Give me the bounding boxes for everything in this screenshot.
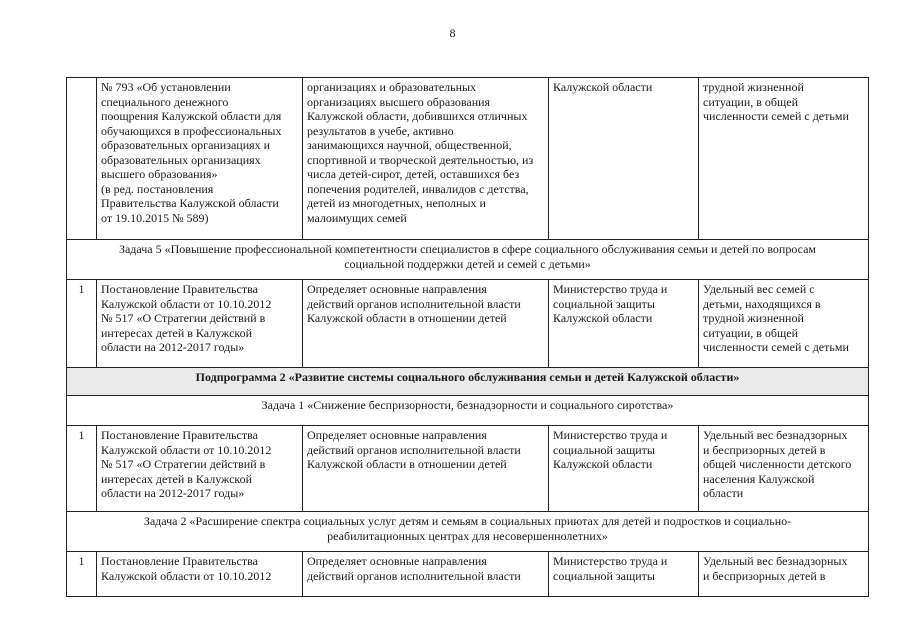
text-line: общей численности детского xyxy=(703,457,852,471)
text-line: Калужской области от 10.10.2012 xyxy=(101,296,272,311)
text-line: Министерство труда и xyxy=(553,554,668,568)
task-heading xyxy=(67,240,869,280)
text-line: Министерство труда и xyxy=(553,282,668,296)
row-number-cell: 1 xyxy=(67,426,97,512)
document-cell xyxy=(97,426,303,512)
text-line: организациях и образовательных xyxy=(307,80,477,94)
text-line: Задача 2 «Расширение спектра социальных услуг детям и семьям в социальных приютах для детей и подростков и социально- xyxy=(143,514,792,528)
text-line: Задача 1 «Снижение беспризорности, безнадзорности и социального сиротства» xyxy=(261,398,674,412)
text-line: действий органов исполнительной власти xyxy=(307,296,521,311)
text-line: образовательных организациях и xyxy=(101,138,271,152)
text-line: Министерство труда и xyxy=(553,428,668,442)
text-line: действий органов исполнительной власти xyxy=(307,568,521,583)
text-line: социальной поддержки детей и семей с детьми» xyxy=(344,256,591,271)
text-line: образовательных организациях xyxy=(101,152,261,167)
text-line: специального денежного xyxy=(101,94,229,109)
text-line: Калужской области, добившихся отличных xyxy=(307,109,528,123)
text-line: численности семей с детьми xyxy=(703,109,849,123)
text-line: Задача 5 «Повышение профессиональной компетентности специалистов в сфере социального обслуживания семьи и детей по вопросам xyxy=(118,242,817,256)
indicator-cell xyxy=(699,426,869,512)
text-line: поощрения Калужской области для xyxy=(101,109,282,123)
task-row xyxy=(67,240,869,280)
indicator-cell xyxy=(699,280,869,368)
text-line: социальной защиты xyxy=(553,568,655,583)
executor-cell xyxy=(549,552,699,597)
table-row xyxy=(67,552,869,597)
text-line: Калужской области от 10.10.2012 xyxy=(101,568,272,583)
row-number-cell: 1 xyxy=(67,280,97,368)
text-line: Калужской области от 10.10.2012 xyxy=(101,442,272,457)
text-line: от 19.10.2015 № 589) xyxy=(101,210,209,225)
description-cell xyxy=(303,78,549,240)
text-line: (в ред. постановления xyxy=(101,181,214,196)
indicator-cell xyxy=(699,78,869,240)
task-row xyxy=(67,396,869,426)
indicator-cell xyxy=(699,552,869,597)
text-line: реабилитационных центрах для несовершеннолетних» xyxy=(327,528,608,543)
text-line: Постановление Правительства xyxy=(101,428,258,442)
text-line: занимающихся научной, общественной, xyxy=(307,138,512,152)
executor-cell xyxy=(549,78,699,240)
executor-cell xyxy=(549,280,699,368)
text-line: Постановление Правительства xyxy=(101,282,258,296)
text-line: Калужской области xyxy=(553,80,653,94)
text-line: результатов в учебе, активно xyxy=(307,123,454,138)
text-line: ситуации, в общей xyxy=(703,94,799,109)
text-line: Постановление Правительства xyxy=(101,554,258,568)
document-cell xyxy=(97,552,303,597)
task-row xyxy=(67,512,869,552)
text-line: Определяет основные направления xyxy=(307,554,487,568)
text-line: организациях высшего образования xyxy=(307,94,491,109)
text-line: ситуации, в общей xyxy=(703,325,799,340)
table-row xyxy=(67,426,869,512)
text-line: населения Калужской xyxy=(703,471,815,486)
task-heading xyxy=(67,512,869,552)
text-line: области xyxy=(703,486,744,500)
document-cell xyxy=(97,78,303,240)
text-line: и беспризорных детей в xyxy=(703,568,826,583)
text-line: и беспризорных детей в xyxy=(703,442,826,457)
text-line: Правительства Калужской области xyxy=(101,196,279,210)
text-line: обучающихся в профессиональных xyxy=(101,123,282,138)
text-line: числа детей-сирот, детей, оставшихся без xyxy=(307,167,520,181)
row-number-cell xyxy=(67,78,97,240)
text-line: Определяет основные направления xyxy=(307,428,487,442)
text-line: Удельный вес семей с xyxy=(703,282,815,296)
text-line: спортивной и творческой деятельностью, из xyxy=(307,152,534,167)
text-line: попечения родителей, инвалидов с детства, xyxy=(307,181,529,196)
row-number-cell: 1 xyxy=(67,552,97,597)
text-line: Калужской области xyxy=(553,311,653,325)
text-line: действий органов исполнительной власти xyxy=(307,442,521,457)
text-line: Калужской области в отношении детей xyxy=(307,311,507,325)
page-number: 8 xyxy=(449,26,456,40)
document-cell xyxy=(97,280,303,368)
regulation-table xyxy=(66,77,869,597)
text-line: Калужской области в отношении детей xyxy=(307,457,507,471)
description-cell xyxy=(303,552,549,597)
text-line: № 793 «Об установлении xyxy=(101,80,231,94)
table-row xyxy=(67,280,869,368)
task-heading xyxy=(67,396,869,426)
text-line: Удельный вес безнадзорных xyxy=(703,428,848,442)
text-line: детей из многодетных, неполных и xyxy=(307,196,486,210)
text-line: высшего образования» xyxy=(101,167,218,181)
executor-cell xyxy=(549,426,699,512)
text-line: области на 2012-2017 годы» xyxy=(101,340,245,354)
text-line: Определяет основные направления xyxy=(307,282,487,296)
text-line: Удельный вес безнадзорных xyxy=(703,554,848,568)
text-line: № 517 «О Стратегии действий в xyxy=(101,457,266,471)
text-line: трудной жизненной xyxy=(703,80,804,94)
subprogram-row xyxy=(67,368,869,396)
text-line: социальной защиты xyxy=(553,296,655,311)
text-line: интересах детей в Калужской xyxy=(101,325,253,340)
description-cell xyxy=(303,426,549,512)
text-line: интересах детей в Калужской xyxy=(101,471,253,486)
text-line: Подпрограмма 2 «Развитие системы социального обслуживания семьи и детей Калужской области» xyxy=(195,370,740,384)
text-line: малоимущих семей xyxy=(307,210,407,225)
text-line: социальной защиты xyxy=(553,442,655,457)
table-row xyxy=(67,78,869,240)
text-line: численности семей с детьми xyxy=(703,340,849,354)
text-line: детьми, находящихся в xyxy=(703,296,821,311)
text-line: трудной жизненной xyxy=(703,311,804,325)
text-line: № 517 «О Стратегии действий в xyxy=(101,311,266,325)
text-line: Калужской области xyxy=(553,457,653,471)
text-line: области на 2012-2017 годы» xyxy=(101,486,245,500)
subprogram-heading xyxy=(67,368,869,396)
description-cell xyxy=(303,280,549,368)
